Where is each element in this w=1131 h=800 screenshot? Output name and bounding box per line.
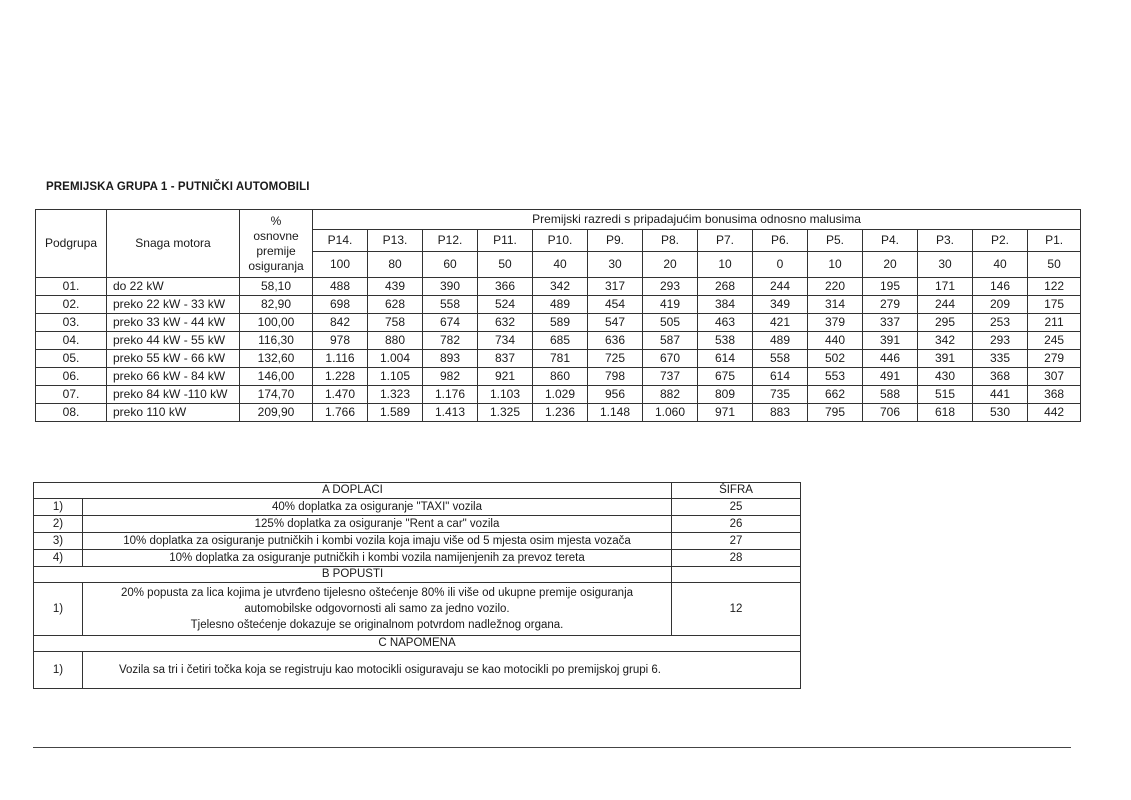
snaga-cell: preko 33 kW - 44 kW xyxy=(107,314,240,332)
napomena-number: 1) xyxy=(34,652,83,689)
premium-value-cell: 1.148 xyxy=(588,404,643,422)
bonus-malus-percent: 50 xyxy=(1028,252,1081,278)
podgrupa-cell: 07. xyxy=(36,386,107,404)
premium-value-cell: 209 xyxy=(973,296,1028,314)
premium-value-cell: 390 xyxy=(423,278,478,296)
bonus-malus-percent: 100 xyxy=(313,252,368,278)
bonus-malus-percent: 30 xyxy=(918,252,973,278)
premium-value-cell: 349 xyxy=(753,296,808,314)
premium-value-cell: 488 xyxy=(313,278,368,296)
premium-value-cell: 379 xyxy=(808,314,863,332)
premium-value-cell: 430 xyxy=(918,368,973,386)
doplatak-row xyxy=(34,499,801,516)
premium-value-cell: 391 xyxy=(918,350,973,368)
popust-line: 20% popusta za lica kojima je utvrđeno tijelesno oštećenje 80% ili više od ukupne premije osiguranja xyxy=(120,587,634,599)
premium-value-cell: 421 xyxy=(753,314,808,332)
doplatak-text: 10% doplatka za osiguranje putničkih i kombi vozila koja imaju više od 5 mjesta osim mjesta vozača xyxy=(83,533,672,550)
popust-number: 1) xyxy=(34,583,83,636)
premium-value-cell: 463 xyxy=(698,314,753,332)
section-napomena-title: C NAPOMENA xyxy=(34,636,801,652)
premium-class-header: P11. xyxy=(478,230,533,252)
premium-value-cell: 253 xyxy=(973,314,1028,332)
podgrupa-cell: 01. xyxy=(36,278,107,296)
doplatak-row xyxy=(34,533,801,550)
premium-value-cell: 293 xyxy=(643,278,698,296)
premium-value-cell: 725 xyxy=(588,350,643,368)
premium-class-header: P8. xyxy=(643,230,698,252)
bonus-malus-percent: 60 xyxy=(423,252,478,278)
premium-value-cell: 146 xyxy=(973,278,1028,296)
premium-value-cell: 489 xyxy=(533,296,588,314)
section-doplaci-title: A DOPLACI xyxy=(34,483,672,499)
page-title: PREMIJSKA GRUPA 1 - PUTNIČKI AUTOMOBILI xyxy=(46,181,310,193)
premium-value-cell: 698 xyxy=(313,296,368,314)
premium-value-cell: 244 xyxy=(753,278,808,296)
premium-value-cell: 244 xyxy=(918,296,973,314)
table-row xyxy=(36,350,1081,368)
table-row xyxy=(36,386,1081,404)
premium-value-cell: 1.413 xyxy=(423,404,478,422)
header-percent-line: osnovne xyxy=(253,228,299,243)
premium-value-cell: 882 xyxy=(643,386,698,404)
doplatak-number: 2) xyxy=(34,516,83,533)
napomena-text: Vozila sa tri i četiri točka koja se registruju kao motocikli osiguravaju se kao motocikli po premijskoj grupi 6. xyxy=(83,652,801,689)
premium-value-cell: 589 xyxy=(533,314,588,332)
header-premium-classes: Premijski razredi s pripadajućim bonusima odnosno malusima xyxy=(313,210,1081,230)
premium-class-header: P14. xyxy=(313,230,368,252)
premium-value-cell: 1.323 xyxy=(368,386,423,404)
premium-value-cell: 335 xyxy=(973,350,1028,368)
premium-value-cell: 368 xyxy=(973,368,1028,386)
premium-value-cell: 442 xyxy=(1028,404,1081,422)
premium-value-cell: 245 xyxy=(1028,332,1081,350)
premium-value-cell: 368 xyxy=(1028,386,1081,404)
premium-value-cell: 837 xyxy=(478,350,533,368)
premium-class-header: P2. xyxy=(973,230,1028,252)
premium-value-cell: 893 xyxy=(423,350,478,368)
premium-value-cell: 842 xyxy=(313,314,368,332)
premium-value-cell: 491 xyxy=(863,368,918,386)
premium-value-cell: 268 xyxy=(698,278,753,296)
premium-value-cell: 122 xyxy=(1028,278,1081,296)
premium-value-cell: 1.029 xyxy=(533,386,588,404)
premium-value-cell: 530 xyxy=(973,404,1028,422)
premium-value-cell: 883 xyxy=(753,404,808,422)
doplatak-text: 10% doplatka za osiguranje putničkih i kombi vozila namijenjenih za prevoz tereta xyxy=(83,550,672,567)
premium-value-cell: 1.103 xyxy=(478,386,533,404)
premium-value-cell: 618 xyxy=(918,404,973,422)
premium-class-header: P3. xyxy=(918,230,973,252)
premium-value-cell: 860 xyxy=(533,368,588,386)
podgrupa-cell: 08. xyxy=(36,404,107,422)
napomena-row xyxy=(34,652,801,689)
doplatak-text: 125% doplatka za osiguranje "Rent a car" vozila xyxy=(83,516,672,533)
table-row xyxy=(36,332,1081,350)
premium-value-cell: 628 xyxy=(368,296,423,314)
premium-class-header: P6. xyxy=(753,230,808,252)
premium-value-cell: 1.236 xyxy=(533,404,588,422)
osnovna-premija-cell: 174,70 xyxy=(240,386,313,404)
premium-value-cell: 489 xyxy=(753,332,808,350)
premium-value-cell: 211 xyxy=(1028,314,1081,332)
doplatak-code: 26 xyxy=(672,516,801,533)
snaga-cell: preko 44 kW - 55 kW xyxy=(107,332,240,350)
premium-value-cell: 758 xyxy=(368,314,423,332)
osnovna-premija-cell: 146,00 xyxy=(240,368,313,386)
empty-cell xyxy=(672,567,801,583)
premium-class-header: P5. xyxy=(808,230,863,252)
premium-value-cell: 419 xyxy=(643,296,698,314)
snaga-cell: preko 84 kW -110 kW xyxy=(107,386,240,404)
bonus-malus-percent: 30 xyxy=(588,252,643,278)
premium-value-cell: 1.766 xyxy=(313,404,368,422)
header-podgrupa: Podgrupa xyxy=(36,210,107,278)
podgrupa-cell: 06. xyxy=(36,368,107,386)
bonus-malus-percent: 80 xyxy=(368,252,423,278)
table-row xyxy=(36,314,1081,332)
premium-value-cell: 558 xyxy=(423,296,478,314)
premium-value-cell: 587 xyxy=(643,332,698,350)
sifra-header: ŠIFRA xyxy=(672,483,801,499)
premium-value-cell: 971 xyxy=(698,404,753,422)
podgrupa-cell: 04. xyxy=(36,332,107,350)
premium-value-cell: 279 xyxy=(863,296,918,314)
popust-line: automobilske odgovornosti ali samo za jedno vozilo. xyxy=(244,603,510,615)
doplatak-number: 4) xyxy=(34,550,83,567)
bonus-malus-percent: 10 xyxy=(808,252,863,278)
snaga-cell: preko 66 kW - 84 kW xyxy=(107,368,240,386)
premium-value-cell: 171 xyxy=(918,278,973,296)
premium-value-cell: 441 xyxy=(973,386,1028,404)
table-row xyxy=(36,368,1081,386)
snaga-cell: preko 110 kW xyxy=(107,404,240,422)
bonus-malus-percent: 40 xyxy=(973,252,1028,278)
premium-value-cell: 737 xyxy=(643,368,698,386)
popust-line: Tjelesno oštećenje dokazuje se originalnom potvrdom nadležnog organa. xyxy=(190,619,564,631)
premium-class-header: P4. xyxy=(863,230,918,252)
premium-value-cell: 391 xyxy=(863,332,918,350)
premium-value-cell: 342 xyxy=(533,278,588,296)
premium-value-cell: 921 xyxy=(478,368,533,386)
premium-value-cell: 1.176 xyxy=(423,386,478,404)
doplatak-row xyxy=(34,516,801,533)
premium-value-cell: 880 xyxy=(368,332,423,350)
premium-value-cell: 175 xyxy=(1028,296,1081,314)
premium-table xyxy=(35,209,1081,422)
podgrupa-cell: 03. xyxy=(36,314,107,332)
header-percent-line: osiguranja xyxy=(248,258,304,273)
premium-class-header: P13. xyxy=(368,230,423,252)
premium-class-header: P9. xyxy=(588,230,643,252)
bonus-malus-percent: 10 xyxy=(698,252,753,278)
premium-value-cell: 795 xyxy=(808,404,863,422)
premium-value-cell: 1.004 xyxy=(368,350,423,368)
premium-value-cell: 505 xyxy=(643,314,698,332)
premium-value-cell: 538 xyxy=(698,332,753,350)
premium-value-cell: 798 xyxy=(588,368,643,386)
doplatak-row xyxy=(34,550,801,567)
premium-value-cell: 317 xyxy=(588,278,643,296)
snaga-cell: preko 55 kW - 66 kW xyxy=(107,350,240,368)
bonus-malus-percent: 0 xyxy=(753,252,808,278)
bonus-malus-percent: 50 xyxy=(478,252,533,278)
premium-value-cell: 342 xyxy=(918,332,973,350)
premium-value-cell: 1.325 xyxy=(478,404,533,422)
osnovna-premija-cell: 58,10 xyxy=(240,278,313,296)
premium-class-header: P12. xyxy=(423,230,478,252)
premium-value-cell: 735 xyxy=(753,386,808,404)
osnovna-premija-cell: 116,30 xyxy=(240,332,313,350)
premium-value-cell: 366 xyxy=(478,278,533,296)
doplatak-code: 28 xyxy=(672,550,801,567)
premium-value-cell: 782 xyxy=(423,332,478,350)
premium-value-cell: 439 xyxy=(368,278,423,296)
premium-value-cell: 1.060 xyxy=(643,404,698,422)
premium-value-cell: 314 xyxy=(808,296,863,314)
premium-value-cell: 706 xyxy=(863,404,918,422)
doplatak-text: 40% doplatka za osiguranje "TAXI" vozila xyxy=(83,499,672,516)
section-popusti-title: B POPUSTI xyxy=(34,567,672,583)
premium-class-header: P1. xyxy=(1028,230,1081,252)
premium-value-cell: 734 xyxy=(478,332,533,350)
premium-value-cell: 632 xyxy=(478,314,533,332)
premium-value-cell: 1.470 xyxy=(313,386,368,404)
footer-divider xyxy=(33,747,1071,748)
premium-value-cell: 446 xyxy=(863,350,918,368)
premium-value-cell: 384 xyxy=(698,296,753,314)
premium-value-cell: 295 xyxy=(918,314,973,332)
premium-value-cell: 614 xyxy=(753,368,808,386)
premium-value-cell: 662 xyxy=(808,386,863,404)
snaga-cell: preko 22 kW - 33 kW xyxy=(107,296,240,314)
premium-value-cell: 1.228 xyxy=(313,368,368,386)
premium-value-cell: 956 xyxy=(588,386,643,404)
premium-value-cell: 524 xyxy=(478,296,533,314)
podgrupa-cell: 02. xyxy=(36,296,107,314)
premium-value-cell: 675 xyxy=(698,368,753,386)
premium-value-cell: 515 xyxy=(918,386,973,404)
premium-value-cell: 670 xyxy=(643,350,698,368)
doplatak-number: 1) xyxy=(34,499,83,516)
table-row xyxy=(36,404,1081,422)
premium-value-cell: 440 xyxy=(808,332,863,350)
doplatak-code: 27 xyxy=(672,533,801,550)
premium-value-cell: 978 xyxy=(313,332,368,350)
premium-value-cell: 547 xyxy=(588,314,643,332)
table-row xyxy=(36,278,1081,296)
premium-class-header: P7. xyxy=(698,230,753,252)
premium-value-cell: 636 xyxy=(588,332,643,350)
header-percent-line: premije xyxy=(256,243,296,258)
osnovna-premija-cell: 209,90 xyxy=(240,404,313,422)
premium-value-cell: 781 xyxy=(533,350,588,368)
premium-class-header: P10. xyxy=(533,230,588,252)
extras-table xyxy=(33,482,801,689)
podgrupa-cell: 05. xyxy=(36,350,107,368)
premium-value-cell: 558 xyxy=(753,350,808,368)
popust-text xyxy=(83,583,672,636)
premium-value-cell: 502 xyxy=(808,350,863,368)
osnovna-premija-cell: 82,90 xyxy=(240,296,313,314)
bonus-malus-percent: 20 xyxy=(643,252,698,278)
header-osnovna-premija xyxy=(240,210,313,278)
premium-value-cell: 588 xyxy=(863,386,918,404)
premium-value-cell: 982 xyxy=(423,368,478,386)
premium-value-cell: 685 xyxy=(533,332,588,350)
premium-value-cell: 1.105 xyxy=(368,368,423,386)
popust-row xyxy=(34,583,801,636)
premium-value-cell: 674 xyxy=(423,314,478,332)
bonus-malus-percent: 20 xyxy=(863,252,918,278)
premium-value-cell: 307 xyxy=(1028,368,1081,386)
premium-value-cell: 220 xyxy=(808,278,863,296)
premium-value-cell: 1.589 xyxy=(368,404,423,422)
premium-value-cell: 293 xyxy=(973,332,1028,350)
snaga-cell: do 22 kW xyxy=(107,278,240,296)
header-snaga-motora: Snaga motora xyxy=(107,210,240,278)
premium-value-cell: 279 xyxy=(1028,350,1081,368)
doplatak-code: 25 xyxy=(672,499,801,516)
premium-value-cell: 614 xyxy=(698,350,753,368)
premium-value-cell: 454 xyxy=(588,296,643,314)
bonus-malus-percent: 40 xyxy=(533,252,588,278)
premium-value-cell: 809 xyxy=(698,386,753,404)
doplatak-number: 3) xyxy=(34,533,83,550)
premium-value-cell: 195 xyxy=(863,278,918,296)
osnovna-premija-cell: 132,60 xyxy=(240,350,313,368)
popust-code: 12 xyxy=(672,583,801,636)
header-percent-line: % xyxy=(270,213,282,228)
premium-value-cell: 553 xyxy=(808,368,863,386)
premium-value-cell: 1.116 xyxy=(313,350,368,368)
premium-value-cell: 337 xyxy=(863,314,918,332)
table-row xyxy=(36,296,1081,314)
osnovna-premija-cell: 100,00 xyxy=(240,314,313,332)
